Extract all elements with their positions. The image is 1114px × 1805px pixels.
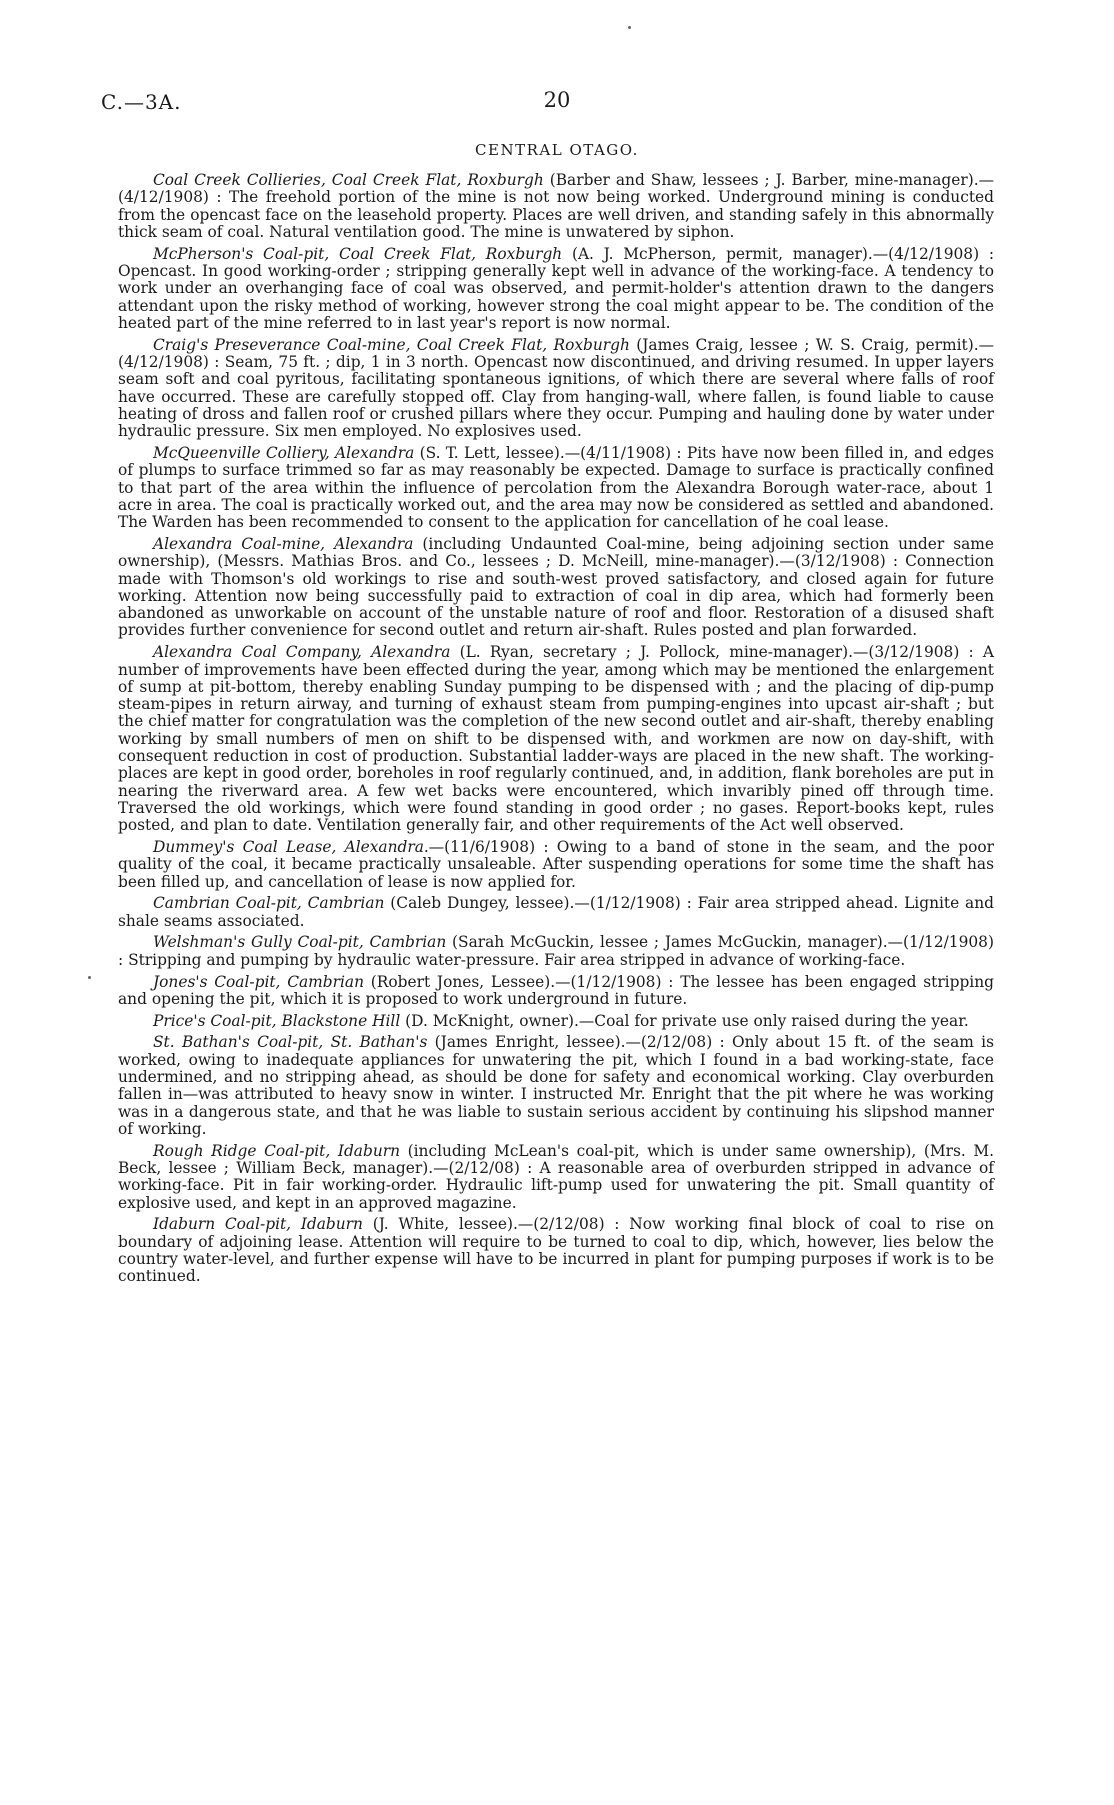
mine-report: (James Craig, lessee ; W. S. Craig, permit).—(4/12/1908) : Seam, 75 ft. ; dip, 1 in 3 north. Opencast now discontinued, and driving resumed. In upper layers seam soft and coal pyritous, facilitating spontaneous ignitions, of which there are several where falls of roof have occurred. These are carefully stopped off. Clay from hanging-wall, where fallen, is found liable to cause heating of dross and fallen roof or crushed pillars where they occur. Pumping and hauling done by water under hydraulic pressure. Six men employed. No explosives used.: [118, 335, 994, 441]
mine-report: —(11/6/1908) : Owing to a band of stone in the seam, and the poor quality of the coal, it became practically unsaleable. After suspending operations for some time the shaft has been filled up, and cancellation of lease is now applied for.: [118, 837, 994, 891]
mine-title: McQueenville Colliery, Alexandra: [153, 443, 415, 462]
paragraph-coal-creek-collieries: [118, 172, 994, 241]
paragraph-st-bathans-coal-pit: [118, 1034, 994, 1138]
paragraph-idaburn-coal-pit: [118, 1216, 994, 1285]
mine-report: (James Enright, lessee).—(2/12/08) : Only about 15 ft. of the seam is worked, owing to inadequate appliances for unwatering the pit, which I found in a bad working-state, face undermined, and no stripping ahead, as should be done for safety and economical working. Clay overburden fallen in—was attributed to heavy snow in winter. I instructed Mr. Enright that the pit where he was working was in a dangerous state, and that he was liable to sustain serious accident by continuing his slipshod manner of working.: [118, 1033, 994, 1138]
paragraph-welshmans-gully: [118, 934, 994, 969]
report-body: [118, 172, 994, 1290]
mine-report: (J. White, lessee).—(2/12/08) : Now working final block of coal to rise on boundary of adjoining lease. Attention will require to be turned to coal to dip, which, however, lies below the country water-level, and further expense will have to be incurred in plant for pumping purposes if work is to be continued.: [118, 1215, 994, 1286]
paragraph-mcphersons-coal-pit: [118, 246, 994, 332]
paragraph-alexandra-coal-company: [118, 644, 994, 834]
mine-report: (Sarah McGuckin, lessee ; James McGuckin, manager).—(1/12/1908) : Stripping and pumping by hydraulic water-pressure. Fair area stripped in advance of working-face.: [118, 933, 994, 969]
mine-report: (S. T. Lett, lessee).—(4/11/1908) : Pits have now been filled in, and edges of plumps to surface trimmed so far as may reasonably be expected. Damage to surface is practically confined to that part of the area within the influence of percolation from the Alexandra Borough water-race, about 1 acre in area. The coal is practically worked out, and the area may now be considered as settled and abandoned. The Warden has been recommended to consent to the application for cancellation of he coal lease.: [118, 443, 994, 532]
mine-title: Welshman's Gully Coal-pit, Cambrian: [153, 933, 447, 952]
paragraph-prices-coal-pit: [118, 1013, 994, 1030]
mine-title: Cambrian Coal-pit, Cambrian: [153, 894, 385, 913]
mine-title: McPherson's Coal-pit, Coal Creek Flat, Roxburgh: [153, 244, 563, 263]
mine-report: (A. J. McPherson, permit, manager).—(4/12/1908) : Opencast. In good working-order ; stripping generally kept well in advance of the working-face. A tendency to work under an overhanging face of coal was observed, and permit-holder's attention drawn to the dangers attendant upon the risky method of working, however strong the coal might appear to be. The condition of the heated part of the mine referred to in last year's report is now normal.: [118, 244, 994, 332]
paragraph-joness-coal-pit: [118, 974, 994, 1009]
scan-speck: [88, 976, 91, 979]
mine-title: Price's Coal-pit, Blackstone Hill: [153, 1011, 401, 1030]
series-code: C.—3A.: [101, 90, 182, 114]
mine-title: Alexandra Coal-mine, Alexandra: [153, 534, 414, 553]
mine-report: (L. Ryan, secretary ; J. Pollock, mine-manager).—(3/12/1908) : A number of improvements have been effected during the year, among which may be mentioned the enlargement of sump at pit-bottom, thereby enabling Sunday pumping to be dispensed with ; and the placing of dip-pump steam-pipes in return airway, and turning of exhaust steam from pumping-engines into upcast air-shaft ; but the chief matter for congratulation was the completion of the new second outlet and air-shaft, thereby enabling working by small numbers of men on shift to be dispensed with, and workmen are now on day-shift, with consequent reduction in cost of production. Substantial ladder-ways are placed in the new shaft. The working-places are kept in good order, boreholes in roof regularly continued, and, in addition, flank boreholes are put in nearing the riverward area. A few wet backs were encountered, which invaribly pined off through time. Traversed the old workings, which were found standing in good order ; no gases. Report-books kept, rules posted, and plan to date. Ventilation generally fair, and other requirements of the Act well observed.: [118, 643, 994, 835]
paragraph-rough-ridge-coal-pit: [118, 1143, 994, 1212]
scan-speck: [628, 26, 631, 29]
mine-title: Idaburn Coal-pit, Idaburn: [153, 1215, 363, 1234]
paragraph-cambrian-coal-pit: [118, 895, 994, 930]
mine-report: (including Undaunted Coal-mine, being adjoining section under same ownership), (Messrs. Mathias Bros. and Co., lessees ; D. McNeill, mine-manager).—(3/12/1908) : Connection made with Thomson's old workings to rise and south-west proved satisfactory, and closed again for future working. Attention now being successfully paid to extraction of coal in dip area, which had formerly been abandoned as unworkable on account of the unstable nature of roof and floor. Restoration of a disused shaft provides further convenience for second outlet and return air-shaft. Rules posted and plan forwarded.: [118, 534, 994, 640]
mine-report: (D. McKnight, owner).—Coal for private use only raised during the year.: [400, 1011, 969, 1030]
mine-title: Jones's Coal-pit, Cambrian: [153, 972, 364, 991]
mine-report: (including McLean's coal-pit, which is under same ownership), (Mrs. M. Beck, lessee ; William Beck, manager).—(2/12/08) : A reasonable area of overburden stripped in advance of working-face. Pit in fair working-order. Hydraulic lift-pump used for unwatering the pit. Small quantity of explosive used, and kept in an approved magazine.: [118, 1141, 994, 1212]
section-heading: CENTRAL OTAGO.: [475, 141, 639, 159]
paragraph-craigs-preseverance: [118, 337, 994, 441]
mine-report: (Barber and Shaw, lessees ; J. Barber, mine-manager).—(4/12/1908) : The freehold portion of the mine is not now being worked. Underground mining is conducted from the opencast face on the leasehold property. Places are well driven, and standing safely in this abnormally thick seam of coal. Natural ventilation good. The mine is unwatered by siphon.: [118, 171, 995, 241]
paragraph-dummeys-coal-lease: [118, 839, 994, 891]
mine-title: Alexandra Coal Company, Alexandra: [153, 643, 451, 662]
mine-title: Craig's Preseverance Coal-mine, Coal Creek Flat, Roxburgh: [153, 335, 630, 354]
mine-title: Dummey's Coal Lease, Alexandra.: [153, 837, 429, 856]
mine-title: Rough Ridge Coal-pit, Idaburn: [153, 1141, 401, 1160]
paragraph-alexandra-coal-mine: [118, 536, 994, 640]
mine-title: St. Bathan's Coal-pit, St. Bathan's: [153, 1033, 428, 1052]
mine-title: Coal Creek Collieries, Coal Creek Flat, Roxburgh: [153, 171, 544, 189]
mine-report: (Robert Jones, Lessee).—(1/12/1908) : The lessee has been engaged stripping and opening the pit, which it is proposed to work underground in future.: [118, 972, 994, 1008]
page-number: 20: [543, 88, 571, 112]
paragraph-mcqueenville-colliery: [118, 445, 994, 531]
mine-report: (Caleb Dungey, lessee).—(1/12/1908) : Fair area stripped ahead. Lignite and shale seams associated.: [118, 894, 994, 930]
